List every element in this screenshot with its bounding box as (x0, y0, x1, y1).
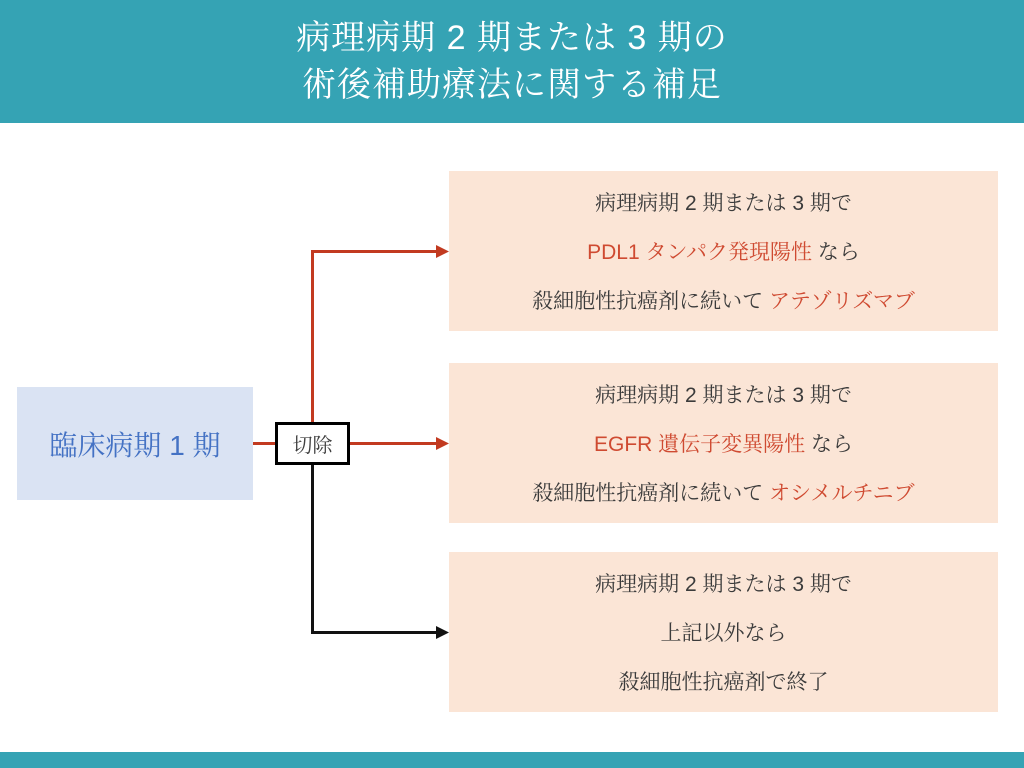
title-bar (0, 0, 1024, 123)
egfr-line2-rest: なら (805, 432, 853, 456)
branch-box-other (449, 552, 998, 712)
branch-pdl1-arrowhead-icon (436, 245, 449, 258)
resection-box (275, 422, 350, 465)
branch-pdl1-line1: 病理病期 2 期または 3 期で (595, 191, 852, 215)
atezolizumab-highlight: アテゾリズマブ (768, 290, 915, 314)
resection-label: 切除 (292, 435, 333, 457)
branch-other-line3 (619, 666, 829, 696)
branch-box-pdl1 (449, 171, 998, 331)
slide-title-line2: 術後補助療法に関する補足 (302, 65, 722, 104)
branch-other-line1: 病理病期 2 期または 3 期で (595, 572, 852, 596)
branch-egfr-line2 (594, 428, 853, 458)
clinical-stage-label: 臨床病期 1 期 (49, 429, 221, 461)
clinical-stage-box (17, 387, 253, 500)
other-line2-rest: 上記以外なら (660, 621, 787, 645)
pdl1-line3-prefix: 殺細胞性抗癌剤に続いて (532, 290, 769, 314)
osimertinib-highlight: オシメルチニブ (769, 482, 915, 506)
other-line3-prefix: 殺細胞性抗癌剤で終了 (618, 671, 829, 695)
branch-pdl1-line2 (587, 236, 860, 266)
branch-other-connector (313, 464, 438, 633)
branch-pdl1-line3 (532, 285, 915, 315)
egfr-highlight: EGFR 遺伝子変異陽性 (593, 432, 806, 456)
branch-egfr-arrowhead-icon (436, 437, 449, 450)
branch-pdl1-connector (313, 252, 438, 423)
branch-other-line2 (661, 617, 787, 647)
footer-bar (0, 752, 1024, 768)
branch-egfr-line1: 病理病期 2 期または 3 期で (595, 383, 852, 407)
slide-title-line1: 病理病期 2 期または 3 期の (296, 18, 728, 57)
pdl1-highlight: PDL1 タンパク発現陽性 (587, 240, 813, 264)
branch-egfr-line3 (532, 477, 914, 507)
branch-box-egfr (449, 363, 998, 523)
egfr-line3-prefix: 殺細胞性抗癌剤に続いて (532, 482, 770, 506)
branch-other-arrowhead-icon (436, 626, 449, 639)
pdl1-line2-rest: なら (812, 240, 860, 264)
